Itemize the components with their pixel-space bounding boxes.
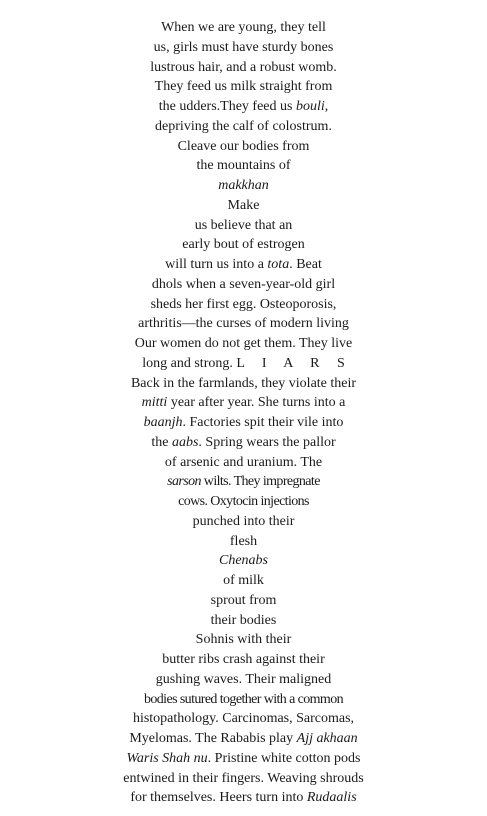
poem-italic-word: baanjh	[143, 415, 183, 430]
poem-line	[0, 591, 487, 611]
poem-line	[0, 788, 487, 808]
poem-line	[0, 611, 487, 631]
poem-segment: arthritis—the curses of modern living	[138, 316, 349, 332]
poem-segment: ,	[324, 99, 329, 114]
poem-italic-word: Chenabs	[219, 553, 268, 569]
poem-line	[0, 690, 487, 710]
poem-line	[0, 630, 487, 650]
poem-italic-word: Waris Shah nu	[126, 750, 208, 766]
poem-segment: early bout of estrogen	[182, 237, 305, 253]
poem-segment: sprout from	[210, 592, 277, 608]
poem-line	[0, 551, 487, 571]
poem-italic-word: aabs	[171, 434, 199, 450]
poem-line	[0, 650, 487, 670]
poem-segment: dhols when a seven-year-old girl	[151, 276, 336, 292]
poem-segment: butter ribs crash against their	[162, 652, 325, 667]
poem-segment: histopathology. Carcinomas, Sarcomas,	[132, 711, 355, 727]
poem-italic-word: tota	[267, 257, 290, 272]
poem-segment: entwined in their fingers. Weaving shrouds	[123, 770, 364, 786]
poem-line	[0, 38, 487, 58]
poem-line	[0, 512, 487, 532]
poem-segment: . Factories spit their vile into	[182, 415, 344, 430]
poem-line	[0, 472, 487, 492]
poem-line	[0, 532, 487, 552]
poem-line	[0, 275, 487, 295]
poem-line	[0, 492, 487, 512]
poem-segment: . Pristine white cotton pods	[207, 750, 361, 766]
poem-line	[0, 196, 487, 216]
poem-line	[0, 334, 487, 354]
poem-italic-word: sarson	[167, 474, 201, 490]
poem-segment: us, girls must have sturdy bones	[153, 39, 334, 55]
poem-segment: depriving the calf of colostrum.	[155, 118, 332, 134]
poem-segment: . Spring wears the pallor	[198, 434, 336, 450]
poem-line	[0, 77, 487, 97]
poem-segment: for themselves. Heers turn into	[130, 790, 307, 806]
poem-segment: the mountains of	[196, 158, 291, 174]
poem-segment: Make	[227, 197, 260, 213]
poem-italic-word: mitti	[141, 395, 168, 411]
poem-segment: lustrous hair, and a robust womb.	[150, 59, 337, 75]
poem-line	[0, 769, 487, 789]
poem-line	[0, 176, 487, 196]
poem-segment: the	[151, 434, 172, 450]
poem-segment: Cleave our bodies from	[177, 138, 310, 154]
poem-line	[0, 354, 487, 374]
poem-segment: of milk	[223, 573, 264, 588]
poem-segment: flesh	[229, 533, 258, 549]
poem-segment: the udders.They feed us	[158, 99, 296, 114]
poem-line	[0, 374, 487, 394]
poem-line	[0, 18, 487, 38]
poem-segment: punched into their	[192, 513, 295, 529]
poem-italic-word: bouli	[295, 99, 325, 114]
poem-segment: sheds her first egg. Osteoporosis,	[150, 296, 337, 312]
poem-line	[0, 58, 487, 78]
poem-segment: Back in the farmlands, they violate their	[130, 375, 357, 391]
poem-segment: cows. Oxytocin injections	[178, 494, 309, 509]
poem-line	[0, 709, 487, 729]
poem-line	[0, 453, 487, 473]
poem-line	[0, 571, 487, 591]
poem-segment: long and strong. L I A R S	[142, 355, 345, 371]
poem-line	[0, 670, 487, 690]
poem-line	[0, 255, 487, 275]
poem-segment: bodies sutured together with a common	[143, 691, 344, 707]
poem-line	[0, 433, 487, 453]
poem-line	[0, 216, 487, 236]
poem-italic-word: Ajj akhaan	[296, 731, 358, 746]
poem-line	[0, 235, 487, 255]
poem-segment: year after year. She turns into a	[167, 395, 346, 411]
poem-line	[0, 413, 487, 433]
poem-line	[0, 156, 487, 176]
poem-segment: They feed us milk straight from	[154, 79, 333, 95]
poem-line	[0, 117, 487, 137]
poem-italic-word: makkhan	[218, 178, 269, 193]
poem-segment: Our women do not get them. They live	[134, 336, 353, 351]
poem-segment: . Beat	[289, 257, 322, 272]
poem-segment: us believe that an	[194, 217, 293, 233]
poem-segment: their bodies	[210, 612, 277, 628]
poem-line	[0, 137, 487, 157]
poem-segment: will turn us into a	[165, 257, 268, 272]
poem-line	[0, 393, 487, 413]
poem-line	[0, 749, 487, 769]
poem-segment: Myelomas. The Rababis play	[129, 731, 297, 746]
poem-segment: wilts. They impregnate	[200, 474, 320, 490]
poem-segment: of arsenic and uranium. The	[164, 454, 323, 470]
poem-line	[0, 729, 487, 749]
poem-line	[0, 295, 487, 315]
poem-line	[0, 97, 487, 117]
poem-italic-word: Rudaalis	[306, 790, 357, 806]
poem-segment: Sohnis with their	[195, 632, 292, 648]
poem-text	[0, 18, 487, 808]
poem-segment: When we are young, they tell	[161, 20, 326, 35]
poem-line	[0, 314, 487, 334]
poem-segment: gushing waves. Their maligned	[155, 671, 332, 687]
